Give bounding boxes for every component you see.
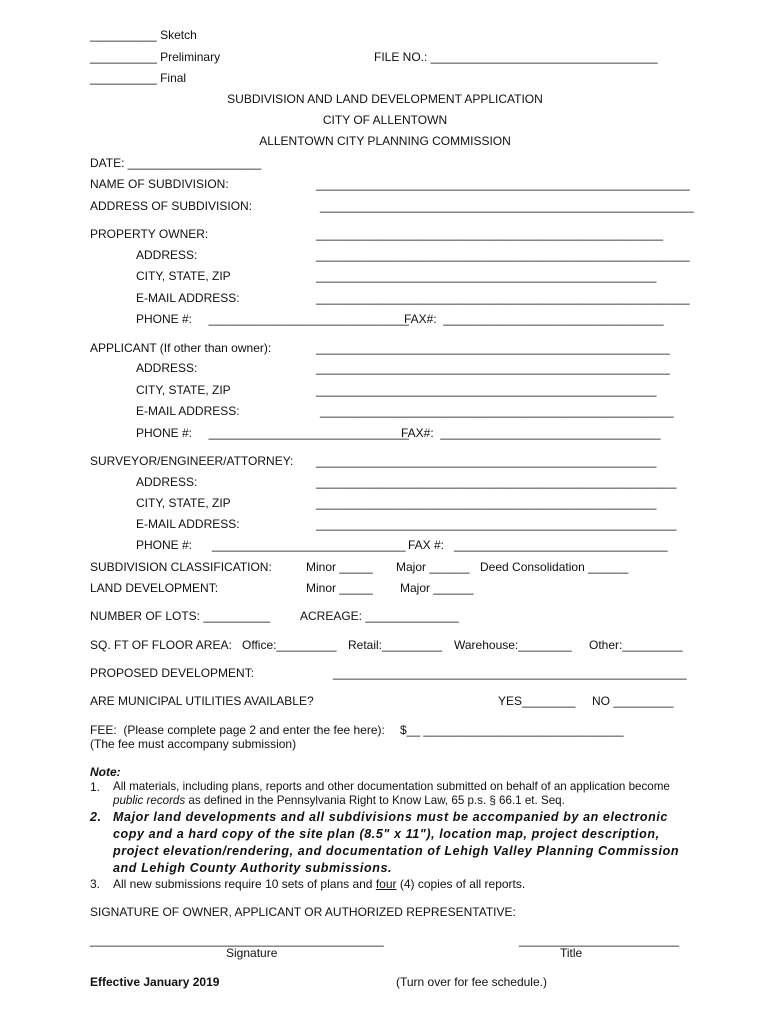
subdivision-minor-field[interactable]: Minor _____ [306, 560, 373, 574]
applicant-fax-field[interactable]: FAX#: _________________________________ [401, 426, 661, 440]
proposed-development-field[interactable]: _____________________________________________________ [333, 666, 687, 680]
land-minor-field[interactable]: Minor _____ [306, 581, 373, 595]
note-1-continued [113, 794, 565, 808]
owner-fax-field[interactable]: FAX#: _________________________________ [404, 312, 664, 326]
final-option[interactable]: __________ Final [90, 71, 187, 85]
subdivision-address-field[interactable]: ________________________________________________________ [320, 199, 694, 213]
applicant-email-field[interactable]: _____________________________________________________ [320, 404, 674, 418]
sketch-option[interactable]: __________ Sketch [90, 28, 197, 42]
utilities-label: ARE MUNICIPAL UTILITIES AVAILABLE? [90, 694, 314, 708]
owner-address-label: ADDRESS: [136, 248, 198, 262]
preliminary-option[interactable]: __________ Preliminary [90, 50, 221, 64]
subdivision-name-label: NAME OF SUBDIVISION: [90, 177, 229, 191]
owner-address-field[interactable]: ________________________________________________________ [316, 248, 690, 262]
subdivision-major-field[interactable]: Major ______ [396, 560, 470, 574]
signature-label: Signature [226, 946, 278, 960]
note-2-line-1: Major land developments and all subdivisions must be accompanied by an electronic [113, 810, 668, 824]
turn-over-note: (Turn over for fee schedule.) [396, 975, 547, 989]
surveyor-address-field[interactable]: ______________________________________________________ [316, 475, 677, 489]
owner-field[interactable]: ____________________________________________________ [316, 227, 664, 241]
note-2-line-4: and Lehigh County Authority submissions. [113, 861, 393, 875]
surveyor-email-label: E-MAIL ADDRESS: [136, 517, 240, 531]
surveyor-city-label: CITY, STATE, ZIP [136, 496, 231, 510]
other-field[interactable]: Other:_________ [589, 638, 683, 652]
acreage-field[interactable]: ACREAGE: ______________ [300, 609, 459, 623]
note-3-four: four [375, 877, 397, 891]
fee-amount-field[interactable]: $__ ______________________________ [400, 723, 624, 737]
retail-field[interactable]: Retail:_________ [348, 638, 443, 652]
owner-phone-field[interactable]: PHONE #: ______________________________ [136, 312, 409, 326]
effective-date: Effective January 2019 [90, 975, 220, 989]
proposed-development-label: PROPOSED DEVELOPMENT: [90, 666, 255, 680]
note-2-line-3: project elevation/rendering, and documentation of Lehigh Valley Planning Commission [113, 844, 680, 858]
title-field[interactable]: ________________________ [519, 933, 680, 947]
land-major-field[interactable]: Major ______ [400, 581, 474, 595]
subdivision-name-field[interactable]: ________________________________________________________ [316, 177, 690, 191]
warehouse-field[interactable]: Warehouse:________ [454, 638, 572, 652]
signature-heading: SIGNATURE OF OWNER, APPLICANT OR AUTHORIZED REPRESENTATIVE: [90, 905, 516, 919]
owner-email-field[interactable]: ________________________________________________________ [316, 291, 690, 305]
surveyor-email-field[interactable]: ______________________________________________________ [316, 517, 677, 531]
land-development-label: LAND DEVELOPMENT: [90, 581, 219, 595]
applicant-address-field[interactable]: _____________________________________________________ [316, 361, 670, 375]
surveyor-fax-field[interactable]: FAX #: ________________________________ [408, 538, 668, 552]
utilities-yes-field[interactable]: YES________ [498, 694, 576, 708]
applicant-label: APPLICANT (If other than owner): [90, 341, 272, 355]
public-records-term: public records [113, 794, 186, 807]
floor-area-label: SQ. FT OF FLOOR AREA: [90, 638, 232, 652]
owner-city-field[interactable]: ___________________________________________________ [316, 269, 657, 283]
note-3-number: 3. [90, 877, 101, 891]
note-3-text [113, 877, 525, 891]
title-label: Title [560, 946, 583, 960]
note-1-rest: as defined in the Pennsylvania Right to Know Law, 65 p.s. § 66.1 et. Seq. [185, 794, 565, 807]
note-heading: Note: [90, 765, 121, 779]
file-no-field[interactable]: FILE NO.: __________________________________ [374, 50, 658, 64]
subdivision-address-label: ADDRESS OF SUBDIVISION: [90, 199, 253, 213]
note-1-number: 1. [90, 780, 101, 794]
applicant-city-label: CITY, STATE, ZIP [136, 383, 231, 397]
note-2-number: 2. [90, 810, 102, 824]
surveyor-label: SURVEYOR/ENGINEER/ATTORNEY: [90, 454, 294, 468]
fee-note: (The fee must accompany submission) [90, 737, 297, 751]
owner-label: PROPERTY OWNER: [90, 227, 209, 241]
deed-consolidation-field[interactable]: Deed Consolidation ______ [480, 560, 629, 574]
office-field[interactable]: Office:_________ [242, 638, 337, 652]
note-3-post: (4) copies of all reports. [396, 877, 526, 891]
note-2-line-2: copy and a hard copy of the site plan (8.5" x 11"), location map, project description, [113, 827, 660, 841]
surveyor-city-field[interactable]: ___________________________________________________ [316, 496, 657, 510]
note-3-pre: All new submissions require 10 sets of plans and [113, 877, 376, 891]
owner-email-label: E-MAIL ADDRESS: [136, 291, 240, 305]
date-field[interactable]: DATE: ____________________ [90, 156, 262, 170]
city-name: CITY OF ALLENTOWN [322, 113, 448, 127]
utilities-no-field[interactable]: NO _________ [592, 694, 674, 708]
applicant-field[interactable]: _____________________________________________________ [316, 341, 670, 355]
signature-field[interactable]: ____________________________________________ [90, 933, 384, 947]
applicant-city-field[interactable]: ___________________________________________________ [316, 383, 657, 397]
number-of-lots-field[interactable]: NUMBER OF LOTS: __________ [90, 609, 271, 623]
applicant-address-label: ADDRESS: [136, 361, 198, 375]
applicant-phone-field[interactable]: PHONE #: ______________________________ [136, 426, 409, 440]
form-title: SUBDIVISION AND LAND DEVELOPMENT APPLICATION [227, 92, 543, 106]
applicant-email-label: E-MAIL ADDRESS: [136, 404, 240, 418]
surveyor-phone-field[interactable]: PHONE #: _____________________________ [136, 538, 406, 552]
commission-name: ALLENTOWN CITY PLANNING COMMISSION [259, 134, 511, 148]
owner-city-label: CITY, STATE, ZIP [136, 269, 231, 283]
fee-label: FEE: (Please complete page 2 and enter the fee here): [90, 723, 385, 737]
surveyor-address-label: ADDRESS: [136, 475, 198, 489]
classification-label: SUBDIVISION CLASSIFICATION: [90, 560, 272, 574]
note-1-text: All materials, including plans, reports and other documentation submitted on behalf of an application become [113, 780, 670, 793]
surveyor-field[interactable]: ___________________________________________________ [316, 454, 657, 468]
